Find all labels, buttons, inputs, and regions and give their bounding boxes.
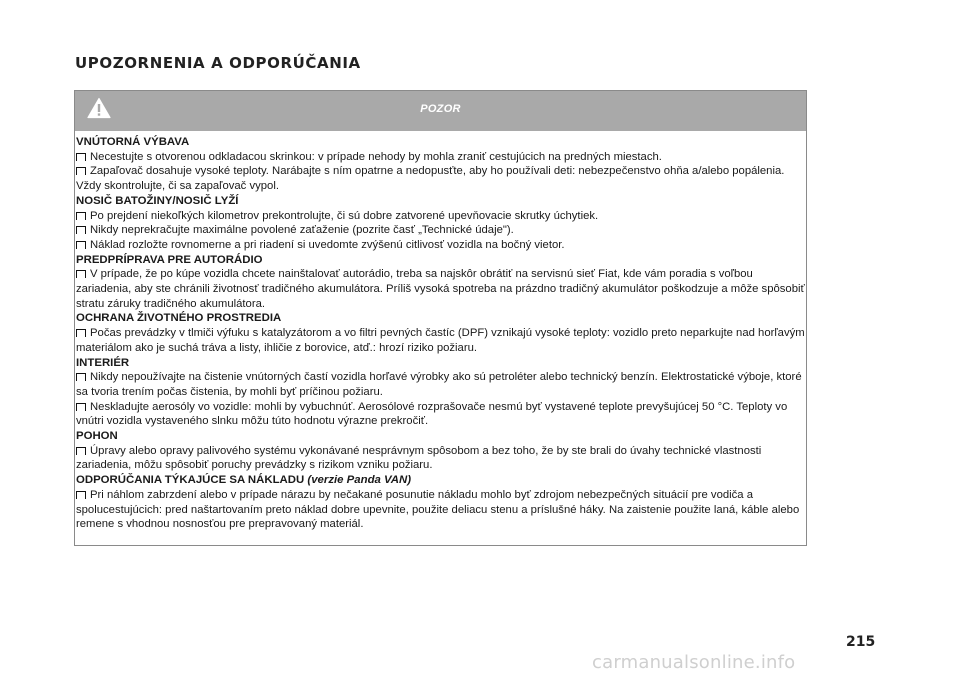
section-heading bbox=[76, 473, 805, 488]
warning-box-header bbox=[75, 91, 806, 131]
list-item: Nikdy nepoužívajte na čistenie vnútorných častí vozidla horľavé výrobky ako sú petroléter alebo technický benzín. Elektrostatické výboje, ktoré sa tvoria trením počas čistenia, by mohli byť príčinou požiaru. bbox=[76, 371, 802, 398]
section-heading: INTERIÉR bbox=[76, 356, 130, 369]
section-radio-prep bbox=[76, 253, 805, 312]
page-number: 215 bbox=[846, 634, 876, 650]
list-item: Necestujte s otvorenou odkladacou skrinkou: v prípade nehody by mohla zraniť cestujúcich na predných miestach. bbox=[76, 150, 805, 165]
list-item: Nikdy neprekračujte maximálne povolené zaťaženie (pozrite časť „Technické údaje"). bbox=[76, 223, 805, 238]
bullet-icon bbox=[76, 270, 86, 278]
bullet-icon bbox=[76, 373, 86, 381]
page-title: UPOZORNENIA A ODPORÚČANIA bbox=[75, 54, 361, 72]
bullet-icon bbox=[76, 491, 86, 499]
section-heading-text: ODPORÚČANIA TÝKAJÚCE SA NÁKLADU bbox=[76, 474, 305, 487]
section-heading: POHON bbox=[76, 430, 118, 443]
list-item: Pri náhlom zabrzdení alebo v prípade nárazu by nečakané posunutie nákladu mohlo byť zdrojom nebezpečných situácií pre vodiča a spolucestujúcich: pred naštartovaním preto náklad dobre upevnite, použite deliacu stenu a príslušné háky. Na zaistenie použite laná, káble alebo remene s vhodnou nosnosťou pre prepravovaný materiál. bbox=[76, 488, 800, 531]
section-interior-equipment bbox=[76, 135, 805, 194]
list-item: Po prejdení niekoľkých kilometrov prekontrolujte, či sú dobre zatvorené upevňovacie skrutky úchytiek. bbox=[76, 209, 805, 224]
bullet-icon bbox=[76, 167, 86, 175]
list-item: Počas prevádzky v tlmiči výfuku s katalyzátorom a vo filtri pevných častíc (DPF) vznikajú vysoké teploty: vozidlo preto neparkujte nad horľavým materiálom ako je suchá tráva a listy, ihličie z borovice, atď.: hrozí riziko požiaru. bbox=[76, 327, 805, 354]
warning-box-content bbox=[75, 131, 806, 532]
section-heading-note: (verzie Panda VAN) bbox=[307, 474, 412, 487]
list-item: Neskladujte aerosóly vo vozidle: mohli by vybuchnúť. Aerosólové rozprašovače nesmú byť vystavené teplote prevyšujúcej 50 °C. Teploty vo vnútri vozidla vystaveného slnku môžu túto hodnotu výrazne prekročiť. bbox=[76, 400, 788, 428]
section-environment bbox=[76, 311, 805, 355]
warning-box-title: POZOR bbox=[420, 103, 461, 115]
watermark: carmanualsonline.info bbox=[592, 652, 796, 673]
bullet-icon bbox=[76, 212, 86, 220]
list-item: Náklad rozložte rovnomerne a pri riadení si uvedomte zvýšenú citlivosť vozidla na bočný vietor. bbox=[76, 238, 805, 253]
list-item: Úpravy alebo opravy palivového systému vykonávané nesprávnym spôsobom a bez toho, že by ste brali do úvahy technické vlastnosti zariadenia, môžu spôsobiť poruchy prevádzky s rizikom vzniku požiaru. bbox=[76, 444, 762, 472]
bullet-icon bbox=[76, 226, 86, 234]
list-item: Zapaľovač dosahuje vysoké teploty. Narábajte s ním opatrne a nedopusťte, aby ho používali deti: nebezpečenstvo ohňa a/alebo popálenia. Vždy skontrolujte, či sa zapaľovač vypol. bbox=[76, 165, 785, 193]
section-heading: VNÚTORNÁ VÝBAVA bbox=[76, 136, 190, 148]
section-heading: NOSIČ BATOŽINY/NOSIČ LYŽÍ bbox=[76, 194, 239, 207]
bullet-icon bbox=[76, 447, 86, 455]
bullet-icon bbox=[76, 329, 86, 337]
warning-box bbox=[74, 90, 807, 546]
section-interior bbox=[76, 356, 805, 430]
section-heading: OCHRANA ŽIVOTNÉHO PROSTREDIA bbox=[76, 312, 282, 325]
section-drive bbox=[76, 429, 805, 473]
bullet-icon bbox=[76, 153, 86, 161]
bullet-icon bbox=[76, 403, 86, 411]
section-heading: PREDPRÍPRAVA PRE AUTORÁDIO bbox=[76, 253, 263, 266]
section-load bbox=[76, 473, 805, 532]
section-roof-rack bbox=[76, 194, 805, 253]
bullet-icon bbox=[76, 241, 86, 249]
list-item: V prípade, že po kúpe vozidla chcete nainštalovať autorádio, treba sa najskôr obrátiť na servisnú sieť Fiat, kde vám poradia s voľbou zariadenia, aby ste chránili životnosť tradičného akumulátora. Príliš vysoká spotreba na prázdno tradičný akumulátor poškodzuje a môže spôsobiť stratu záruky tradičného akumulátora. bbox=[76, 268, 805, 310]
